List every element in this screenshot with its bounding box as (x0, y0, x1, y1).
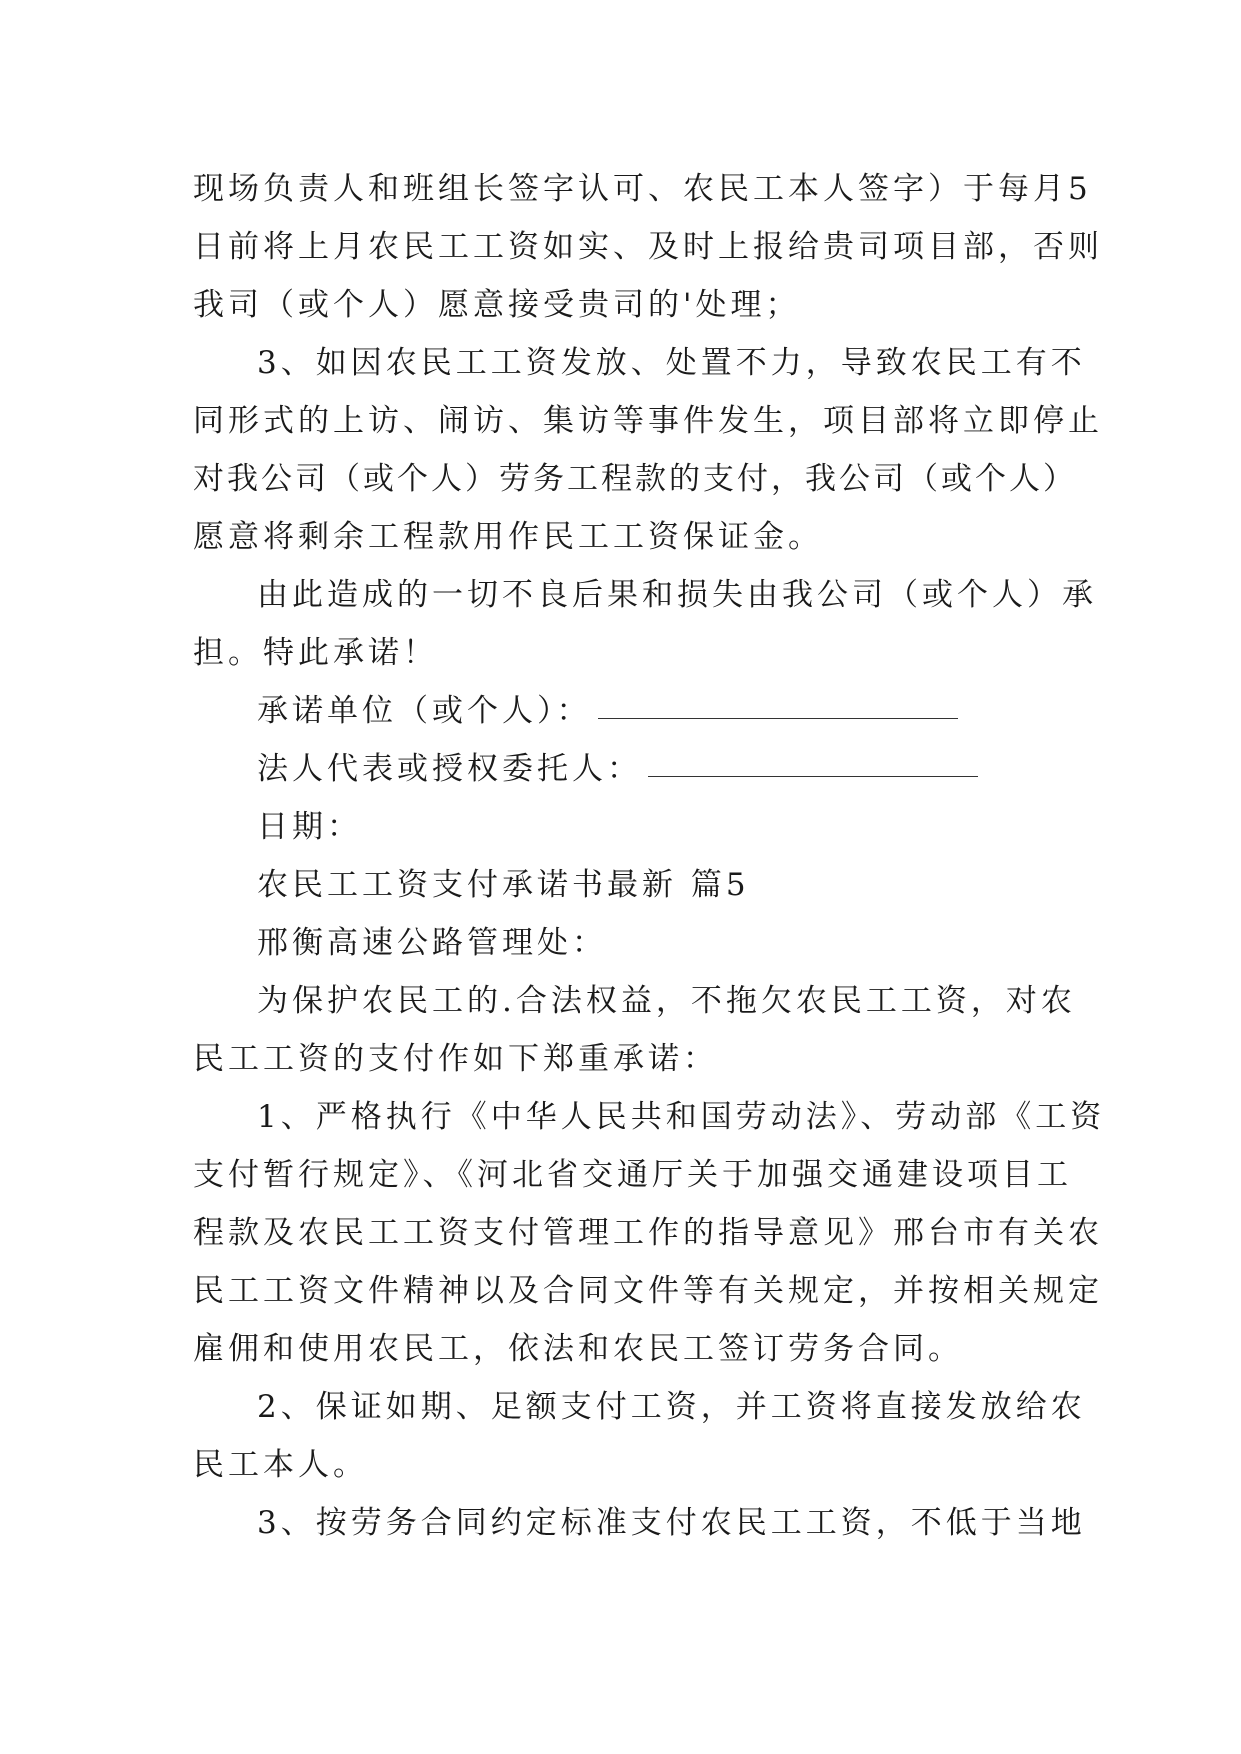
paragraph-line: 1、严格执行《中华人民共和国劳动法》、劳动部《工资 (257, 1099, 1106, 1135)
paragraph-line: 现场负责人和班组长签字认可、农民工本人签字）于每月5 (193, 171, 1092, 207)
section-heading: 农民工工资支付承诺书最新 篇5 (257, 867, 750, 903)
paragraph-line: 3、如因农民工工资发放、处置不力，导致农民工有不 (257, 345, 1086, 381)
paragraph-line: 民工工资的支付作如下郑重承诺： (193, 1041, 718, 1077)
legal-representative-blank (648, 752, 978, 777)
paragraph-line: 担。特此承诺！ (193, 635, 438, 671)
paragraph-line: 日前将上月农民工工资如实、及时上报给贵司项目部，否则 (193, 229, 1103, 265)
signature-unit-line (193, 682, 1073, 740)
paragraph-line: 同形式的上访、闹访、集访等事件发生，项目部将立即停止 (193, 403, 1103, 439)
legal-representative-line (193, 740, 1073, 798)
paragraph-line: 支付暂行规定》、《河北省交通厅关于加强交通建设项目工 (193, 1157, 1072, 1193)
date-line: 日期： (257, 809, 362, 845)
addressee: 邢衡高速公路管理处： (257, 925, 607, 961)
paragraph-line: 我司（或个人）愿意接受贵司的'处理； (193, 287, 801, 323)
signature-unit-blank (598, 694, 958, 719)
paragraph-line: 民工工资文件精神以及合同文件等有关规定，并按相关规定 (193, 1273, 1103, 1309)
paragraph-line: 愿意将剩余工程款用作民工工资保证金。 (193, 519, 823, 555)
paragraph-line: 为保护农民工的.合法权益，不拖欠农民工工资，对农 (257, 983, 1076, 1019)
document-body (193, 160, 1106, 1552)
paragraph-line: 程款及农民工工资支付管理工作的指导意见》邢台市有关农 (193, 1215, 1103, 1251)
signature-unit-label: 承诺单位（或个人）： (257, 693, 592, 729)
paragraph-line: 3、按劳务合同约定标准支付农民工工资，不低于当地 (257, 1505, 1086, 1541)
paragraph-line: 2、保证如期、足额支付工资，并工资将直接发放给农 (257, 1389, 1086, 1425)
legal-representative-label: 法人代表或授权委托人： (257, 751, 642, 787)
paragraph-line: 雇佣和使用农民工，依法和农民工签订劳务合同。 (193, 1331, 963, 1367)
paragraph-line: 民工本人。 (193, 1447, 368, 1483)
paragraph-line: 由此造成的一切不良后果和损失由我公司（或个人）承 (257, 577, 1097, 613)
paragraph-line: 对我公司（或个人）劳务工程款的支付，我公司（或个人） (193, 461, 1077, 497)
